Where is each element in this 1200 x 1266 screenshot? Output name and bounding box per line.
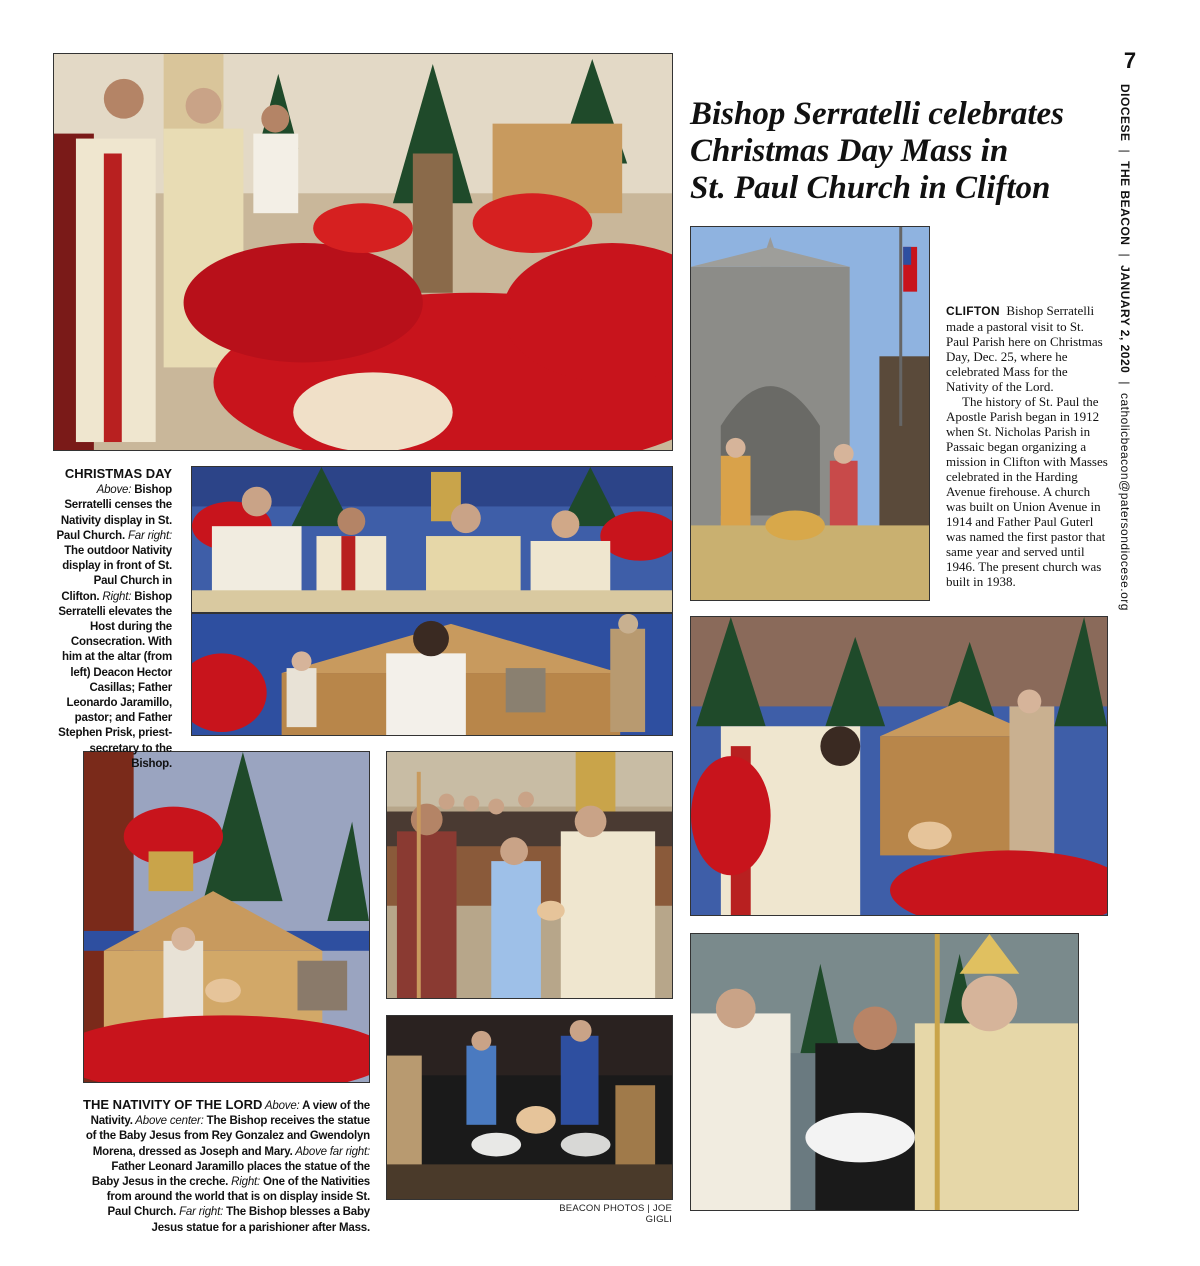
article-paragraph [946,303,1108,394]
photo-outdoor-nativity-church [690,226,930,601]
photo-altar-consecration [191,466,673,613]
caption-text: A view of the Nativity. [90,1100,370,1128]
caption-direction: Above center: [132,1115,204,1128]
caption-christmas-day [53,466,172,772]
caption-direction: Above far right: [292,1145,370,1158]
page-number: 7 [1123,48,1137,73]
caption-text: The Bishop receives the statue of the Baby Jesus from Rey Gonzalez and Gwendolyn Morena, dressed as Joseph and Mary. [85,1115,370,1158]
caption-nativity-of-the-lord [83,1097,370,1236]
paragraph-text: Bishop Serratelli made a pastoral visit to St. Paul Parish here on Christmas Day, Dec. 25, where he celebrated Mass for the Nativity of the Lord. [946,303,1103,394]
article-body [946,303,1108,589]
folio-line: DIOCESE|THE BEACON|JANUARY 2, 2020|catholicbeacon@patersondiocese.org [1118,84,1132,611]
caption-direction: Right: [228,1176,261,1189]
caption-direction: Above: [262,1100,300,1112]
caption-kicker: THE NATIVITY OF THE LORD [83,1097,263,1112]
caption-text: Bishop Serratelli censes the Nativity display in St. Paul Church. [56,484,172,542]
caption-text: The outdoor Nativity display in front of St. Paul Church in Clifton. [61,545,172,603]
photo-bishop-censes-nativity [53,53,673,451]
caption-direction: Right: [99,590,132,603]
photo-bishop-receives-statue [386,751,673,999]
caption-direction: Far right: [176,1206,224,1219]
folio-publication: THE BEACON [1118,161,1132,246]
caption-text: One of the Nativities from around the world that is on display inside St. Paul Church. [106,1176,370,1219]
caption-text: The Bishop blesses a Baby Jesus statue for a parishioner after Mass. [151,1206,370,1234]
dateline: CLIFTON [946,304,1000,318]
headline-line: Bishop Serratelli celebrates [690,96,1064,132]
caption-direction: Far right: [124,529,172,542]
caption-text: Father Leonard Jaramillo places the statue of the Baby Jesus in the creche. [91,1160,370,1189]
caption-kicker: CHRISTMAS DAY [64,466,172,481]
photo-father-places-baby-jesus [690,616,1108,916]
photo-credit: BEACON PHOTOS | JOE GIGLI [559,1203,672,1225]
photo-world-nativity [386,1015,673,1200]
headline-line: St. Paul Church in Clifton [690,170,1051,206]
folio-date: JANUARY 2, 2020 [1118,265,1132,374]
headline-line: Christmas Day Mass in [690,133,1009,169]
photo-view-of-nativity [83,751,370,1083]
folio-website: catholicbeacon@patersondiocese.org [1118,392,1132,611]
caption-text: Bishop Serratelli elevates the Host during the Consecration. With him at the altar (from left) Deacon Hector Casillas; Father Leonardo Jaramillo, pastor; and Father Stephen Prisk, priest-secretary to the Bishop. [58,590,172,770]
photo-bishop-blesses-parishioner [690,933,1079,1211]
caption-direction: Above: [96,484,132,497]
folio-section: DIOCESE [1118,84,1132,142]
article-headline [690,96,1110,207]
photo-creche-blue-backdrop [191,613,673,736]
article-paragraph: The history of St. Paul the Apostle Parish began in 1912 when St. Nicholas Parish in Passaic began organizing a mission in Clifton with Masses celebrated in the Harding Avenue firehouse. A church was built on Union Avenue in 1914 and Father Paul Guterl was named the first pastor that same year and served until 1946. The present church was built in 1938. [946,394,1108,589]
